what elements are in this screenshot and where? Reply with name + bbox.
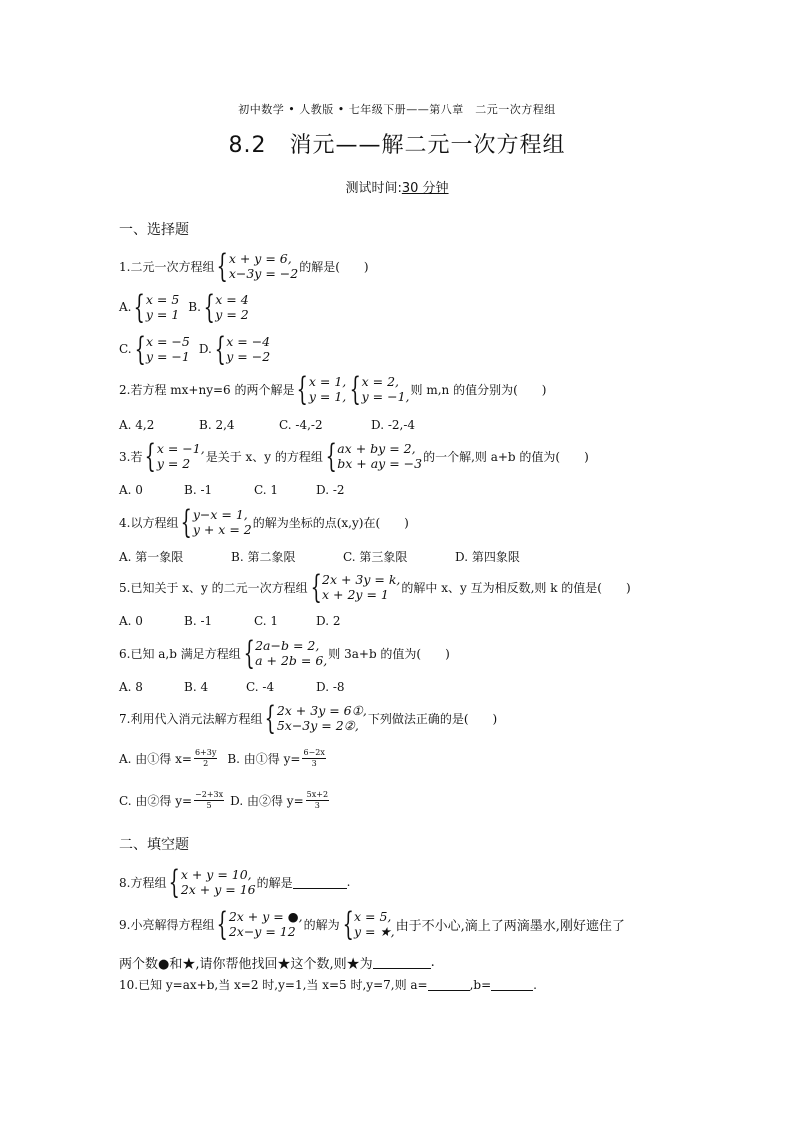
q9-system: { 2x + y = ●, 2x−y = 12	[217, 905, 303, 943]
q2-solution-1: { x = 1, y = 1,	[297, 370, 347, 408]
q8-period: .	[346, 875, 351, 889]
q1-option-b-line1: x = 4	[215, 292, 249, 307]
q4-option-b: B. 第二象限	[231, 550, 296, 564]
q6-options	[119, 680, 345, 694]
q6-eq1: 2a−b = 2,	[255, 638, 320, 653]
q9-text: 9.小亮解得方程组	[119, 917, 215, 932]
q1-eq1: x + y = 6,	[228, 251, 292, 266]
q7-option-b-text: B. 由①得 y=	[227, 752, 301, 766]
question-3	[119, 437, 589, 475]
q3-option-b: B. -1	[184, 483, 213, 497]
question-7	[119, 699, 498, 737]
q6-system: { 2a−b = 2, a + 2b = 6,	[243, 634, 328, 672]
q4-eq1: y−x = 1,	[192, 507, 248, 522]
q4-options	[119, 548, 520, 565]
q7-d-numerator: 5x+2	[306, 790, 329, 799]
q5-system: { 2x + 3y = k, x + 2y = 1	[310, 568, 401, 606]
q1-option-a-line2: y = 1	[145, 307, 180, 322]
q4-option-a: A. 第一象限	[119, 550, 184, 564]
q9-text-line2: 两个数●和★,请你帮他找回★这个数,则★为	[119, 957, 373, 972]
q1-text: 1.二元一次方程组	[119, 259, 215, 274]
question-10	[119, 976, 537, 993]
q6-option-a: A. 8	[119, 680, 143, 694]
q3-sol-line1: x = −1,	[156, 441, 205, 456]
q2-option-c: C. -4,-2	[279, 418, 323, 432]
q1-option-b-line2: y = 2	[215, 307, 249, 322]
q6-text: 6.已知 a,b 满足方程组	[119, 646, 241, 661]
q2-option-d: D. -2,-4	[371, 418, 416, 432]
q3-options	[119, 483, 345, 497]
q7-option-d-text: D. 由②得 y=	[230, 794, 304, 808]
question-8	[119, 863, 351, 901]
q9-answer-blank[interactable]	[373, 956, 431, 969]
q2-text-end: 则 m,n 的值分别为( )	[410, 382, 547, 397]
q3-eq2: bx + ay = −3	[337, 456, 423, 471]
q3-eq1: ax + by = 2,	[337, 441, 416, 456]
q10-a-blank[interactable]	[428, 978, 470, 991]
q9-eq1: 2x + y = ●,	[228, 909, 303, 924]
q2-option-a: A. 4,2	[119, 418, 155, 432]
q8-answer-blank[interactable]	[293, 876, 347, 889]
q1-options-cd	[119, 330, 271, 368]
q7-text-end: 下列做法正确的是( )	[367, 711, 498, 726]
q7-option-c-fraction	[194, 790, 224, 811]
q9-sol-line1: x = 5,	[353, 909, 392, 924]
q8-text-end: 的解是	[256, 875, 293, 890]
q2-sol2-line2: y = −1,	[361, 389, 410, 404]
q9-solution: { x = 5, y = ★,	[342, 905, 395, 943]
q4-option-d: D. 第四象限	[455, 550, 520, 564]
q1-option-c-line2: y = −1	[145, 349, 190, 364]
q7-options-ab	[119, 748, 328, 769]
q7-b-denominator: 3	[311, 759, 317, 768]
q4-eq2: y + x = 2	[192, 522, 252, 537]
q5-text: 5.已知关于 x、y 的二元一次方程组	[119, 580, 308, 595]
q7-option-c-text: C. 由②得 y=	[119, 794, 193, 808]
q2-solution-2: { x = 2, y = −1,	[349, 370, 410, 408]
q1-option-d-line1: x = −4	[226, 334, 271, 349]
q1-option-a-line1: x = 5	[145, 292, 180, 307]
q1-option-c-line1: x = −5	[145, 334, 190, 349]
test-time	[0, 177, 794, 196]
section-choice-heading: 一、选择题	[119, 222, 189, 238]
test-time-label: 测试时间:	[345, 181, 402, 196]
q9-eq2: 2x−y = 12	[228, 924, 296, 939]
q5-option-c: C. 1	[254, 614, 279, 628]
q5-eq2: x + 2y = 1	[322, 587, 389, 602]
q1-option-d-label: D.	[198, 342, 212, 356]
q1-option-c-label: C.	[119, 342, 132, 356]
question-9-line-2	[119, 953, 435, 972]
q3-solution: { x = −1, y = 2	[145, 437, 205, 475]
q2-text: 2.若方程 mx+ny=6 的两个解是	[119, 382, 295, 397]
q7-option-d-fraction	[306, 790, 329, 811]
q7-eq1: 2x + 3y = 6①,	[276, 703, 367, 718]
q9-sol-line2: y = ★,	[353, 924, 395, 939]
q7-option-b-fraction	[302, 748, 325, 769]
q2-sol1-line2: y = 1,	[308, 389, 347, 404]
q2-sol1-line1: x = 1,	[308, 374, 347, 389]
q8-system: { x + y = 10, 2x + y = 16	[169, 863, 256, 901]
q7-eq2: 5x−3y = 2②,	[276, 718, 359, 733]
question-5	[119, 568, 631, 606]
q6-eq2: a + 2b = 6,	[255, 653, 328, 668]
question-1	[119, 247, 369, 285]
q10-b-blank[interactable]	[491, 978, 533, 991]
q1-option-c: { x = −5 y = −1	[134, 330, 190, 368]
q3-text: 3.若	[119, 449, 143, 464]
q10-text-mid: ,b=	[469, 977, 492, 992]
q1-option-a: { x = 5 y = 1	[134, 288, 180, 326]
q5-options	[119, 614, 340, 628]
question-2	[119, 370, 547, 408]
q1-option-a-label: A.	[119, 300, 132, 314]
q5-option-b: B. -1	[184, 614, 213, 628]
q7-c-numerator: −2+3x	[195, 790, 224, 799]
test-time-value: 30 分钟	[401, 181, 449, 196]
q6-option-d: D. -8	[316, 680, 345, 694]
q6-text-end: 则 3a+b 的值为( )	[328, 646, 450, 661]
q2-sol2-line1: x = 2,	[361, 374, 400, 389]
q8-text: 8.方程组	[119, 875, 167, 890]
page-header: 初中数学 • 人教版 • 七年级下册——第八章 二元一次方程组	[238, 103, 556, 116]
q7-text: 7.利用代入消元法解方程组	[119, 711, 263, 726]
q5-option-a: A. 0	[119, 614, 143, 628]
q5-text-end: 的解中 x、y 互为相反数,则 k 的值是( )	[401, 580, 631, 595]
q1-option-d-line2: y = −2	[226, 349, 271, 364]
q3-text-end: 的一个解,则 a+b 的值为( )	[423, 449, 589, 464]
q1-text-end: 的解是( )	[299, 259, 369, 274]
q1-option-b-label: B.	[188, 300, 201, 314]
q7-b-numerator: 6−2x	[303, 748, 325, 757]
q7-options-cd	[119, 790, 331, 811]
q7-a-numerator: 6+3y	[194, 748, 217, 757]
question-6	[119, 634, 450, 672]
q9-text-end: 由于不小心,滴上了两滴墨水,刚好遮住了	[395, 918, 625, 934]
q8-eq1: x + y = 10,	[180, 867, 252, 882]
q1-system: { x + y = 6, x−3y = −2	[217, 247, 299, 285]
q7-c-denominator: 5	[206, 801, 212, 810]
section-fill-heading: 二、填空题	[119, 837, 189, 853]
q6-option-c: C. -4	[246, 680, 275, 694]
q10-text: 10.已知 y=ax+b,当 x=2 时,y=1,当 x=5 时,y=7,则 a=	[119, 978, 428, 992]
q1-option-b: { x = 4 y = 2	[203, 288, 249, 326]
q6-option-b: B. 4	[184, 680, 209, 694]
q3-option-d: D. -2	[316, 483, 345, 497]
question-4	[119, 503, 409, 541]
question-9	[119, 905, 625, 943]
q3-option-a: A. 0	[119, 483, 143, 497]
q5-option-d: D. 2	[316, 614, 341, 628]
page-title: 8.2 消元——解二元一次方程组	[228, 133, 566, 158]
q10-period: .	[533, 977, 537, 992]
q4-option-c: C. 第三象限	[343, 550, 408, 564]
q4-text-end: 的解为坐标的点(x,y)在( )	[252, 515, 409, 530]
q1-eq2: x−3y = −2	[228, 266, 299, 281]
q7-system: { 2x + 3y = 6①, 5x−3y = 2②,	[265, 699, 367, 737]
q3-text-mid: 是关于 x、y 的方程组	[205, 449, 323, 464]
q2-options	[119, 418, 415, 432]
q3-sol-line2: y = 2	[156, 456, 191, 471]
q4-text: 4.以方程组	[119, 515, 179, 530]
q9-text-mid: 的解为	[303, 917, 340, 932]
q1-options-ab	[119, 288, 250, 326]
q5-eq1: 2x + 3y = k,	[322, 572, 401, 587]
q7-a-denominator: 2	[203, 759, 209, 768]
q7-option-a-text: A. 由①得 x=	[119, 752, 192, 766]
q7-d-denominator: 3	[314, 801, 320, 810]
q4-system: { y−x = 1, y + x = 2	[181, 503, 252, 541]
q3-option-c: C. 1	[254, 483, 279, 497]
q7-option-a-fraction	[194, 748, 217, 769]
q9-period: .	[430, 955, 435, 970]
q2-option-b: B. 2,4	[199, 418, 235, 432]
q8-eq2: 2x + y = 16	[180, 882, 256, 897]
q3-system: { ax + by = 2, bx + ay = −3	[325, 437, 423, 475]
q1-option-d: { x = −4 y = −2	[214, 330, 271, 368]
